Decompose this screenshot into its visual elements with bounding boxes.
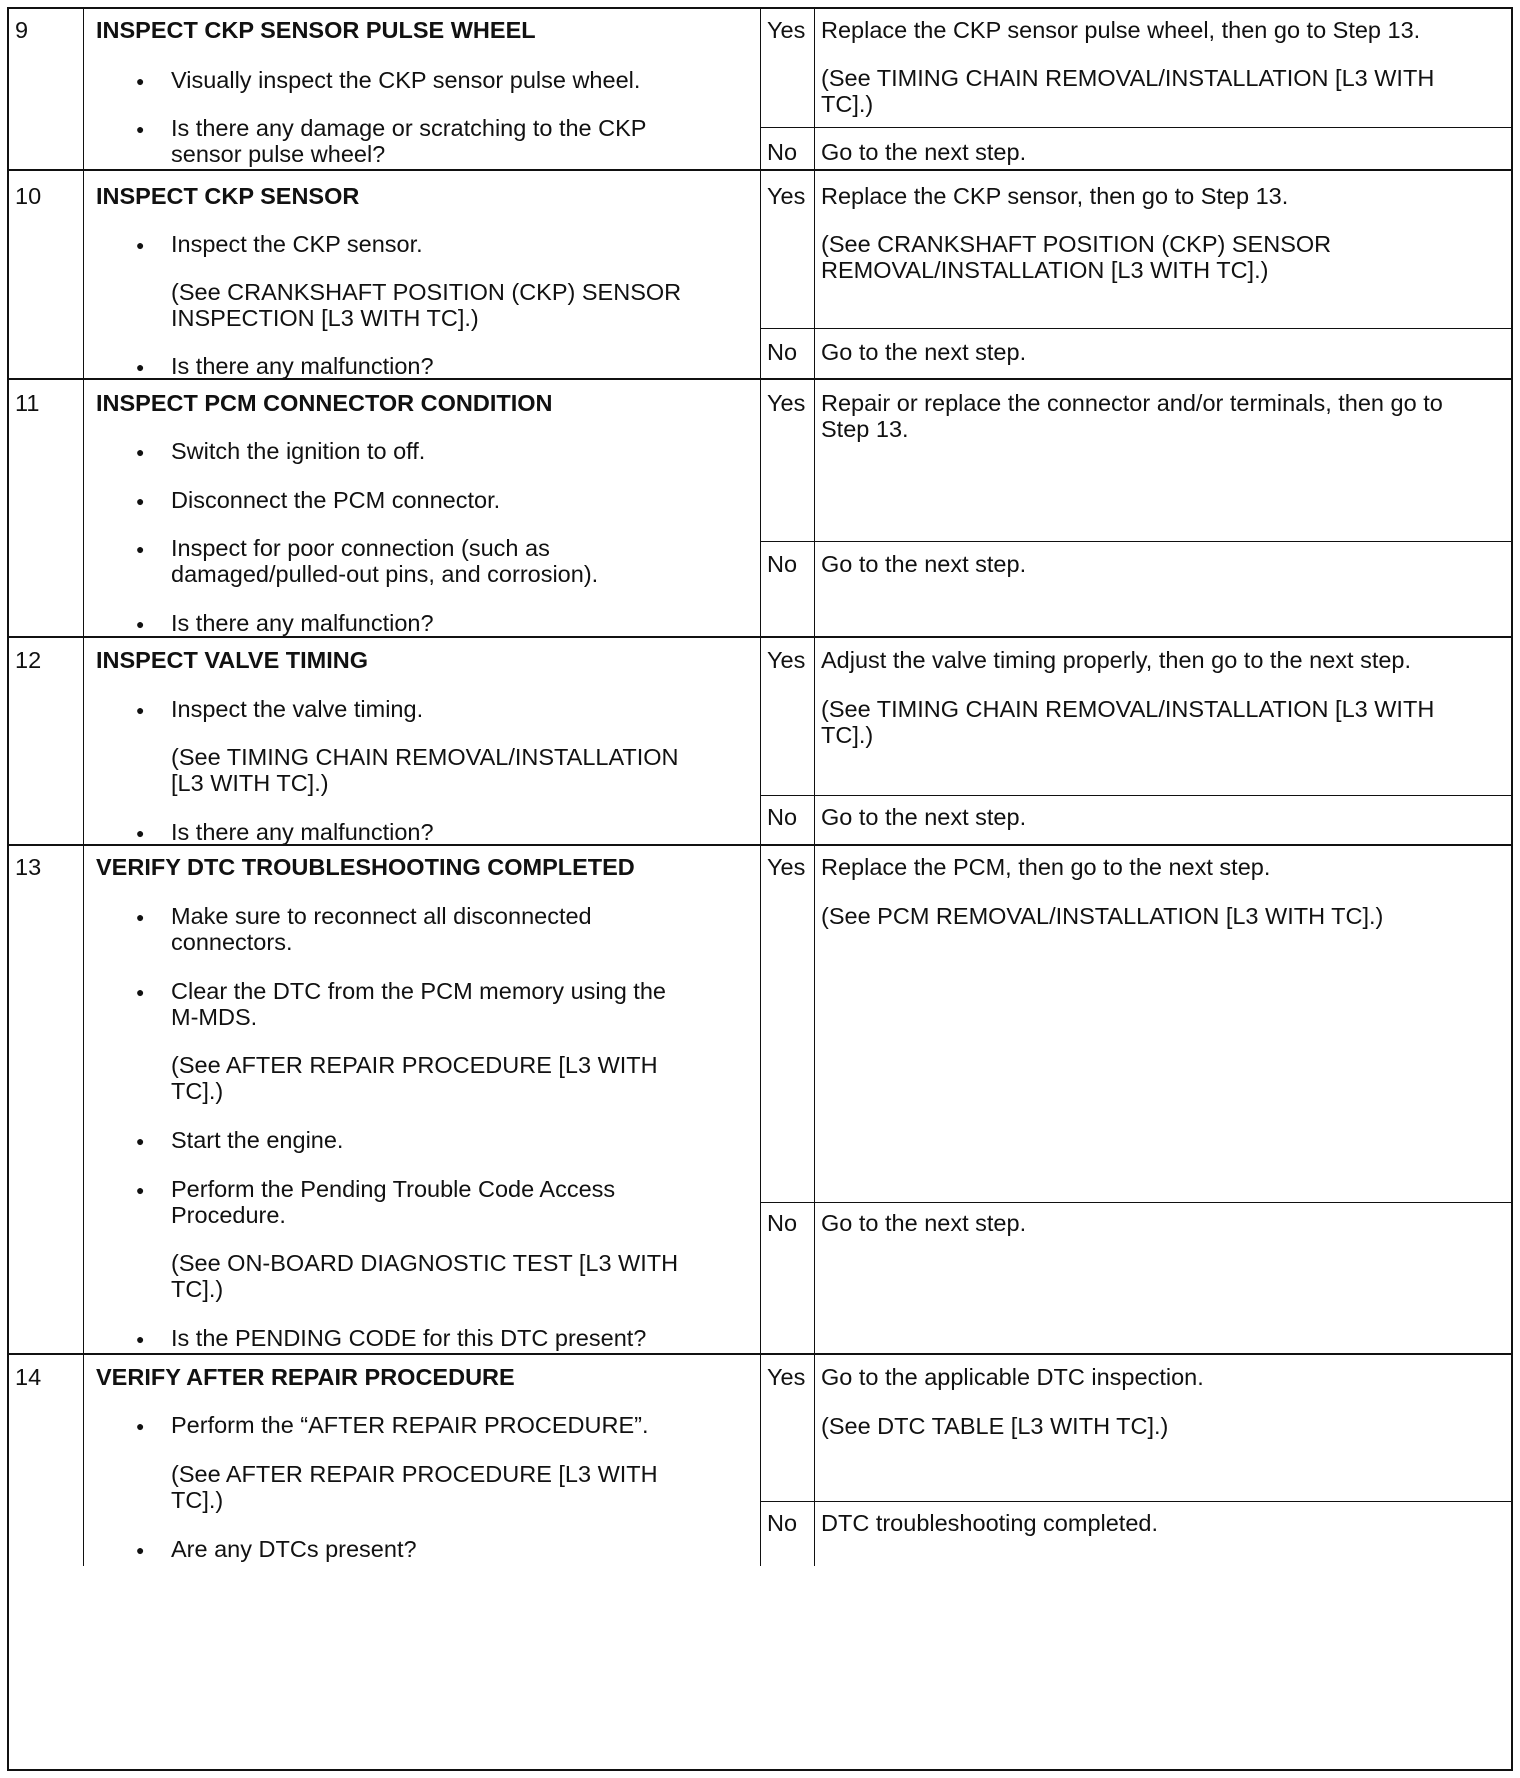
yes-no-divider — [761, 1202, 1511, 1203]
action-cell — [815, 9, 1511, 169]
inspection-item-text: (See TIMING CHAIN REMOVAL/INSTALLATION — [171, 744, 679, 770]
step-number-cell — [9, 171, 84, 378]
step-number: 11 — [15, 390, 40, 416]
inspection-cell — [84, 638, 761, 844]
inspection-item-text: TC].) — [171, 1078, 224, 1104]
yes-label: Yes — [767, 183, 806, 209]
yes-label: Yes — [767, 17, 806, 43]
inspection-item-text: Visually inspect the CKP sensor pulse wheel. — [171, 67, 641, 93]
step-row — [9, 636, 1511, 844]
inspection-item-text: Disconnect the PCM connector. — [171, 487, 501, 513]
yes-no-divider — [761, 1501, 1511, 1502]
bullet-icon: ● — [136, 444, 145, 460]
bullet-icon: ● — [136, 1133, 145, 1149]
inspection-item-text: Are any DTCs present? — [171, 1536, 417, 1562]
inspection-cell — [84, 1355, 761, 1566]
action-cell — [815, 171, 1511, 378]
yes-action-text: Repair or replace the connector and/or terminals, then go to — [821, 390, 1443, 416]
inspection-item-text: [L3 WITH TC].) — [171, 770, 329, 796]
bullet-icon: ● — [136, 359, 145, 375]
inspection-item-text: Is there any damage or scratching to the CKP — [171, 115, 647, 141]
inspection-item-text: M-MDS. — [171, 1004, 258, 1030]
yes-no-cell — [761, 846, 815, 1353]
bullet-icon: ● — [136, 1542, 145, 1558]
step-row — [9, 378, 1511, 636]
step-row — [9, 844, 1511, 1353]
bullet-icon: ● — [136, 984, 145, 1000]
yes-action-text: Replace the PCM, then go to the next step. — [821, 854, 1271, 880]
no-label: No — [767, 804, 798, 830]
bullet-icon: ● — [136, 825, 145, 841]
yes-no-cell — [761, 1355, 815, 1566]
no-action-text: Go to the next step. — [821, 551, 1027, 577]
no-action-text: Go to the next step. — [821, 339, 1027, 365]
bullet-icon: ● — [136, 73, 145, 89]
inspection-cell — [84, 9, 761, 169]
inspection-item-text: (See CRANKSHAFT POSITION (CKP) SENSOR — [171, 279, 682, 305]
step-title: VERIFY DTC TROUBLESHOOTING COMPLETED — [96, 854, 635, 880]
yes-no-cell — [761, 9, 815, 169]
inspection-item-text: sensor pulse wheel? — [171, 141, 386, 167]
step-title: INSPECT PCM CONNECTOR CONDITION — [96, 390, 553, 416]
yes-action-text: TC].) — [821, 722, 874, 748]
inspection-item-text: Perform the Pending Trouble Code Access — [171, 1176, 616, 1202]
inspection-item-text: Perform the “AFTER REPAIR PROCEDURE”. — [171, 1412, 649, 1438]
bullet-icon: ● — [136, 237, 145, 253]
inspection-item-text: TC].) — [171, 1487, 224, 1513]
step-number-cell — [9, 1355, 84, 1566]
no-label: No — [767, 551, 798, 577]
bullet-icon: ● — [136, 493, 145, 509]
inspection-item-text: Switch the ignition to off. — [171, 438, 426, 464]
step-number: 12 — [15, 647, 42, 673]
step-row — [9, 9, 1511, 169]
yes-action-text: (See DTC TABLE [L3 WITH TC].) — [821, 1413, 1169, 1439]
step-title: VERIFY AFTER REPAIR PROCEDURE — [96, 1364, 515, 1390]
yes-no-divider — [761, 328, 1511, 329]
yes-label: Yes — [767, 854, 806, 880]
step-number: 9 — [15, 17, 29, 43]
inspection-item-text: (See ON-BOARD DIAGNOSTIC TEST [L3 WITH — [171, 1250, 679, 1276]
action-cell — [815, 846, 1511, 1353]
action-cell — [815, 1355, 1511, 1566]
step-title: INSPECT CKP SENSOR — [96, 183, 360, 209]
inspection-item-text: Is there any malfunction? — [171, 819, 434, 845]
yes-label: Yes — [767, 1364, 806, 1390]
step-number-cell — [9, 9, 84, 169]
yes-no-cell — [761, 171, 815, 378]
no-label: No — [767, 339, 798, 365]
bullet-icon: ● — [136, 541, 145, 557]
yes-action-text: Step 13. — [821, 416, 909, 442]
step-title: INSPECT VALVE TIMING — [96, 647, 369, 673]
yes-action-text: (See PCM REMOVAL/INSTALLATION [L3 WITH TC].) — [821, 903, 1384, 929]
yes-action-text: (See CRANKSHAFT POSITION (CKP) SENSOR — [821, 231, 1332, 257]
yes-action-text: Go to the applicable DTC inspection. — [821, 1364, 1204, 1390]
inspection-item-text: (See AFTER REPAIR PROCEDURE [L3 WITH — [171, 1461, 658, 1487]
inspection-item-text: Is there any malfunction? — [171, 353, 434, 379]
yes-action-text: TC].) — [821, 91, 874, 117]
yes-no-divider — [761, 795, 1511, 796]
step-number-cell — [9, 846, 84, 1353]
step-number: 14 — [15, 1364, 42, 1390]
inspection-table — [7, 7, 1513, 1771]
step-number: 13 — [15, 854, 42, 880]
inspection-item-text: damaged/pulled-out pins, and corrosion). — [171, 561, 599, 587]
yes-action-text: Replace the CKP sensor, then go to Step 13. — [821, 183, 1289, 209]
yes-label: Yes — [767, 647, 806, 673]
inspection-item-text: Is there any malfunction? — [171, 610, 434, 636]
inspection-item-text: connectors. — [171, 929, 293, 955]
inspection-item-text: Procedure. — [171, 1202, 286, 1228]
no-label: No — [767, 1510, 798, 1536]
step-number-cell — [9, 638, 84, 844]
inspection-item-text: Clear the DTC from the PCM memory using the — [171, 978, 666, 1004]
inspection-item-text: Is the PENDING CODE for this DTC present? — [171, 1325, 647, 1351]
no-action-text: DTC troubleshooting completed. — [821, 1510, 1159, 1536]
no-label: No — [767, 139, 798, 165]
yes-action-text: (See TIMING CHAIN REMOVAL/INSTALLATION [L3 WITH — [821, 696, 1435, 722]
step-row — [9, 1353, 1511, 1566]
yes-action-text: Replace the CKP sensor pulse wheel, then go to Step 13. — [821, 17, 1421, 43]
inspection-item-text: Inspect the valve timing. — [171, 696, 424, 722]
step-title: INSPECT CKP SENSOR PULSE WHEEL — [96, 17, 536, 43]
inspection-item-text: Inspect for poor connection (such as — [171, 535, 550, 561]
inspection-item-text: Start the engine. — [171, 1127, 344, 1153]
no-label: No — [767, 1210, 798, 1236]
yes-action-text: (See TIMING CHAIN REMOVAL/INSTALLATION [L3 WITH — [821, 65, 1435, 91]
bullet-icon: ● — [136, 909, 145, 925]
bullet-icon: ● — [136, 1418, 145, 1434]
no-action-text: Go to the next step. — [821, 804, 1027, 830]
yes-no-cell — [761, 380, 815, 636]
inspection-item-text: (See AFTER REPAIR PROCEDURE [L3 WITH — [171, 1052, 658, 1078]
inspection-item-text: Make sure to reconnect all disconnected — [171, 903, 592, 929]
action-cell — [815, 380, 1511, 636]
yes-no-divider — [761, 541, 1511, 542]
bullet-icon: ● — [136, 1331, 145, 1347]
bullet-icon: ● — [136, 121, 145, 137]
yes-no-cell — [761, 638, 815, 844]
inspection-cell — [84, 846, 761, 1353]
step-row — [9, 169, 1511, 378]
bullet-icon: ● — [136, 702, 145, 718]
no-action-text: Go to the next step. — [821, 139, 1027, 165]
inspection-cell — [84, 380, 761, 636]
bullet-icon: ● — [136, 616, 145, 632]
bullet-icon: ● — [136, 1182, 145, 1198]
inspection-item-text: TC].) — [171, 1276, 224, 1302]
no-action-text: Go to the next step. — [821, 1210, 1027, 1236]
yes-label: Yes — [767, 390, 806, 416]
action-cell — [815, 638, 1511, 844]
step-number-cell — [9, 380, 84, 636]
inspection-item-text: Inspect the CKP sensor. — [171, 231, 423, 257]
yes-action-text: Adjust the valve timing properly, then go to the next step. — [821, 647, 1412, 673]
yes-action-text: REMOVAL/INSTALLATION [L3 WITH TC].) — [821, 257, 1269, 283]
inspection-cell — [84, 171, 761, 378]
yes-no-divider — [761, 127, 1511, 128]
inspection-item-text: INSPECTION [L3 WITH TC].) — [171, 305, 479, 331]
step-number: 10 — [15, 183, 42, 209]
